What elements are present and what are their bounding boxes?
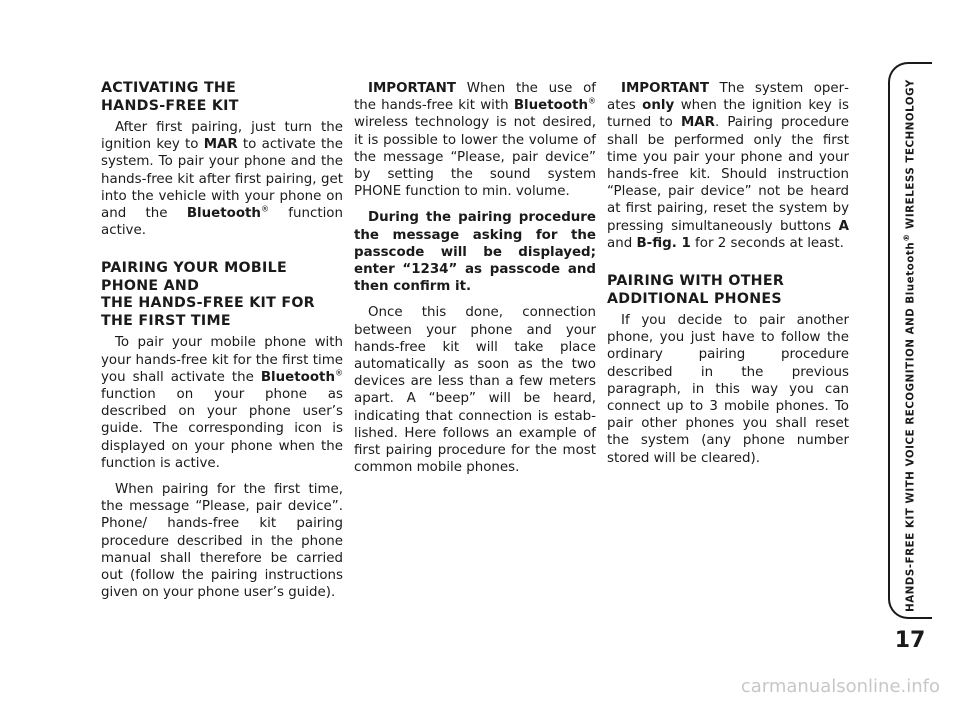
paragraph-pairing-message: When pairing for the first time, the message “Please, pair device”. Phone/ hands-free kit pairing procedure described in the phone manual shall therefore be carried out (follow the pairing instructions given on your phone user’s guide). — [101, 482, 343, 601]
column-left — [101, 80, 343, 610]
chapter-side-tab — [888, 62, 932, 619]
column-right — [607, 80, 849, 476]
chapter-tab-label: HANDS-FREE KIT WITH VOICE RECOGNITION AND Bluetooth® WIRELESS TECHNOLOGY — [902, 79, 917, 612]
paragraph-important-volume: IMPORTANT When the use of the hands-free kit with Bluetooth® wireless technology is not desired, it is possible to lower the volume of the message “Please, pair device” by setting the sound system PHONE function to min. volume. — [354, 81, 596, 200]
column-middle — [354, 80, 596, 485]
paragraph-important-ignition: IMPORTANT The system operates only when the ignition key is turned to MAR. Pairing procedure shall be performed only the first time you pair your phone and your hands-free kit. Should instruction “Please, pair device” not be heard at first pairing, reset the system by pressing simultaneously buttons A and B-fig. 1 for 2 seconds at least. — [607, 81, 849, 251]
paragraph-additional-phones: If you decide to pair another phone, you just have to follow the ordinary pairing procedure described in the previous paragraph, in this way you can connect up to 3 mobile phones. To pair other phones you shall reset the system (any phone number stored will be cleared). — [607, 313, 849, 466]
page-number: 17 — [894, 628, 926, 653]
heading-additional-phones: PAIRING WITH OTHER ADDITIONAL PHONES — [607, 273, 785, 307]
paragraph-passcode: During the pairing procedure the message asking for the passcode will be displayed; enter “1234” as passcode and then confirm it. — [354, 210, 596, 295]
heading-pairing-first: PAIRING YOUR MOBILE PHONE AND THE HANDS-FREE KIT FOR THE FIRST TIME — [101, 260, 315, 329]
paragraph-activating: After first pairing, just turn the ignition key to MAR to activate the system. To pair your phone and the hands-free kit after first pairing, get into the vehicle with your phone on and the Bluetooth® function active. — [101, 120, 343, 239]
watermark: carmanualsonline.info — [740, 676, 940, 697]
paragraph-connection: Once this done, connection between your phone and your hands-free kit will take place automatically as soon as the two devices are less than a few meters apart. A “beep” will be heard, indicating that connection is established. Here follows an example of first pairing procedure for the most common mobile phones. — [354, 305, 596, 476]
paragraph-pairing-first: To pair your mobile phone with your hands-free kit for the first time you shall activate the Bluetooth® function on your phone as described on your phone user’s guide. The corresponding icon is displayed on your phone when the function is active. — [101, 335, 343, 471]
heading-activating: ACTIVATING THE HANDS-FREE KIT — [101, 80, 239, 114]
